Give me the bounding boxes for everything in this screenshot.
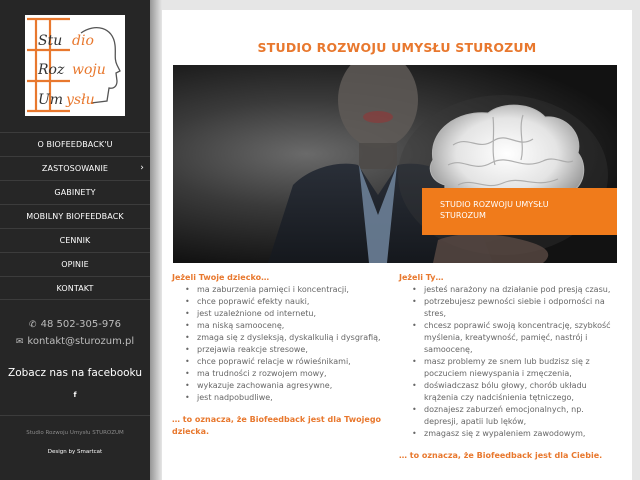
child-conclusion-line-1: … to oznacza, że Biofeedback jest dla Twojego <box>172 415 382 424</box>
contact-info <box>0 316 150 350</box>
nav-item-gabinety[interactable] <box>0 180 150 204</box>
copyright-text: Studio Rozwoju Umysłu STUROZUM <box>26 430 124 436</box>
envelope-icon: ✉ <box>15 337 24 347</box>
list-item-line: stres, <box>424 309 447 318</box>
list-item-line: • zmagasz się z wypaleniem zawodowym, <box>424 429 586 438</box>
email-address: kontakt@sturozum.pl <box>27 336 135 347</box>
site-logo[interactable] <box>25 15 125 116</box>
hero-caption-line-2: STUROZUM <box>440 211 486 220</box>
logo-text-2a: Roz <box>38 62 65 78</box>
list-item-line: poczuciem niewyspania i zmęczenia, <box>424 369 572 378</box>
nav-item-cennik[interactable] <box>0 228 150 252</box>
adult-column <box>399 272 619 462</box>
design-credit[interactable]: Design by Smartcat <box>47 449 103 455</box>
list-item <box>399 320 619 356</box>
nav-item-label: O BIOFEEDBACK'U <box>37 140 113 149</box>
list-item <box>399 380 619 404</box>
list-item-line: • doświadczasz bólu głowy, chorób układu <box>424 381 587 390</box>
list-item <box>399 296 619 320</box>
phone-row[interactable] <box>0 316 150 333</box>
list-item-line: • chcesz poprawić swoją koncentrację, szybkość <box>424 321 611 330</box>
logo-text-3b: ysłu <box>66 92 95 108</box>
list-item: • przejawia reakcje stresowe, <box>172 344 392 356</box>
nav-item-label: GABINETY <box>54 188 96 197</box>
list-item-line: • doznajesz zaburzeń emocjonalnych, np. <box>424 405 584 414</box>
nav-item-zastosowanie[interactable] <box>0 156 150 180</box>
list-item <box>399 428 619 440</box>
list-item-line: samoocenę, <box>424 345 473 354</box>
list-item-line: • jesteś narażony na działanie pod presją czasu, <box>424 285 611 294</box>
nav-item-label: ZASTOSOWANIE <box>41 164 109 173</box>
nav-item-o-biofeedbacku[interactable] <box>0 132 150 156</box>
list-item-line: krążenia czy nadciśnienia tętniczego, <box>424 393 574 402</box>
list-item-line: myślenia, kreatywność, pamięć, nastrój i <box>424 333 588 342</box>
list-item <box>399 404 619 428</box>
phone-icon: ✆ <box>29 320 37 330</box>
list-item-line: • potrzebujesz pewności siebie i odporności na <box>424 297 605 306</box>
logo-graphic <box>25 15 125 116</box>
list-item: • jest uzależnione od internetu, <box>172 308 392 320</box>
list-item: • ma niską samoocenę, <box>172 320 392 332</box>
sidebar-divider <box>0 415 150 416</box>
facebook-icon[interactable]: f <box>73 391 77 399</box>
nav-item-mobilny-biofeedback[interactable] <box>0 204 150 228</box>
main-navigation <box>0 132 150 300</box>
logo-text-2b: woju <box>72 62 106 78</box>
nav-item-label: OPINIE <box>61 260 89 269</box>
list-item: • zmaga się z dysleksją, dyskalkulią i dysgrafią, <box>172 332 392 344</box>
nav-item-opinie[interactable] <box>0 252 150 276</box>
nav-item-label: MOBILNY BIOFEEDBACK <box>26 212 124 221</box>
list-item: • ma trudności z rozwojem mowy, <box>172 368 392 380</box>
child-list <box>172 284 392 404</box>
nav-item-label: KONTAKT <box>56 284 94 293</box>
hero-caption-line-1: STUDIO ROZWOJU UMYSŁU <box>440 200 549 209</box>
sidebar <box>0 0 150 480</box>
list-item-line: depresji, apatii lub lęków, <box>424 417 527 426</box>
nav-item-kontakt[interactable] <box>0 276 150 300</box>
adult-list <box>399 284 619 440</box>
child-heading: Jeżeli Twoje dziecko… <box>172 273 270 282</box>
list-item: • jest nadpobudliwe, <box>172 392 392 404</box>
hero-caption <box>422 188 617 235</box>
adult-conclusion: … to oznacza, że Biofeedback jest dla Ciebie. <box>399 451 603 460</box>
list-item <box>399 356 619 380</box>
child-column <box>172 272 392 438</box>
facebook-title: Zobacz nas na facebooku <box>8 367 142 379</box>
list-item <box>399 284 619 296</box>
adult-heading: Jeżeli Ty… <box>399 273 444 282</box>
child-conclusion <box>172 414 392 438</box>
hero-banner <box>173 65 617 263</box>
email-row[interactable] <box>0 333 150 350</box>
page-title: STUDIO ROZWOJU UMYSŁU STUROZUM <box>257 40 537 55</box>
list-item: • wykazuje zachowania agresywne, <box>172 380 392 392</box>
main-content <box>162 10 632 480</box>
logo-text-1b: dio <box>72 33 94 49</box>
child-conclusion-line-2: dziecka. <box>172 427 210 436</box>
logo-text-3a: Um <box>38 92 64 108</box>
chevron-right-icon: › <box>140 163 144 173</box>
list-item-line: • masz problemy ze snem lub budzisz się z <box>424 357 590 366</box>
sidebar-shadow <box>150 0 162 480</box>
nav-item-label: CENNIK <box>59 236 91 245</box>
phone-number: 48 502-305-976 <box>40 319 121 330</box>
list-item: • chce poprawić efekty nauki, <box>172 296 392 308</box>
list-item: • ma zaburzenia pamięci i koncentracji, <box>172 284 392 296</box>
logo-text-1a: Stu <box>38 33 63 49</box>
list-item: • chce poprawić relacje w rówieśnikami, <box>172 356 392 368</box>
